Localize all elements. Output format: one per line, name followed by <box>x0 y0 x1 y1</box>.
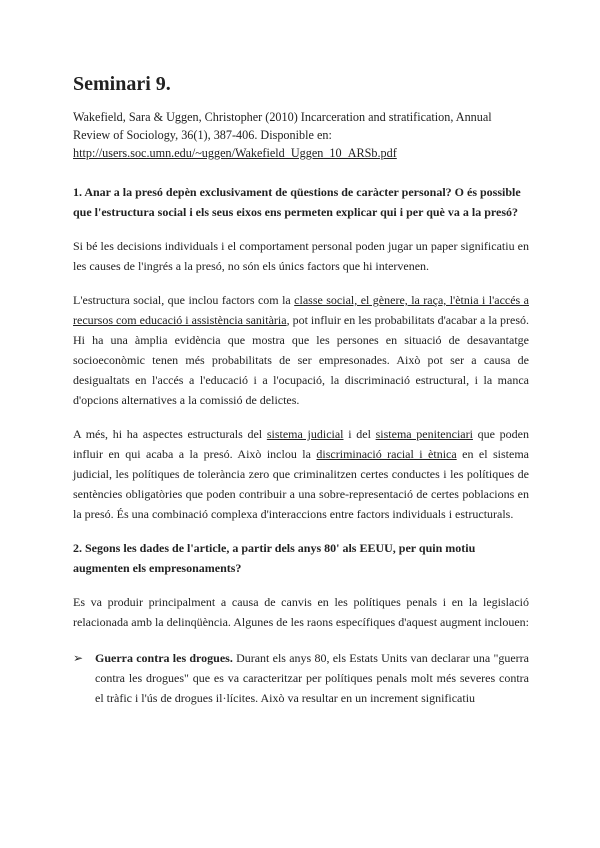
arrow-bullet-icon: ➢ <box>73 651 84 665</box>
bullet-title: Guerra contra les drogues. <box>95 651 233 665</box>
underlined-text: sistema penitenciari <box>375 427 473 441</box>
bullet-text: Durant els anys 80, els Estats Units van declarar una "guerra contra les drogues" que es va caracteritzar per polítiques penals molt més severes contra el tràfic i l'ús de drogues il·lícites. Això va resultar en un increment significatiu <box>95 651 529 705</box>
underlined-text: classe social, el gènere, la raça, l'ètnia i l'accés a recursos com educació i assistència sanitària <box>73 293 529 327</box>
answer-2-paragraph-1: Es va produir principalment a causa de canvis en les polítiques penals i en la legislació relacionada amb la delinqüència. Algunes de les raons específiques d'aquest augment inclouen: <box>73 595 530 629</box>
text-span: que poden influir en qui acaba a la presó. Això inclou la <box>73 427 530 461</box>
answer-1-paragraph-1: Si bé les decisions individuals i el comportament personal poden jugar un paper significatiu en les causes de l'ingrés a la presó, no són els únics factors que hi intervenen. <box>73 239 529 273</box>
reference-line-1: Wakefield, Sara & Uggen, Christopher (2010) Incarceration and stratification, Annual <box>73 110 492 124</box>
text-span: en el sistema judicial, les polítiques de tolerància zero que criminalitzen certes conductes i les polítiques de sentències obligatòries que poden contribuir a una sobre-representació de certes poblacions en la presó. És una combinació complexa d'interaccions entre factors individuals i estructurals. <box>73 447 530 521</box>
text-span: L'estructura social, que inclou factors com la <box>73 293 295 307</box>
text-span: , pot influir en les probabilitats d'acabar a la presó. Hi ha una àmplia evidència que mostra que les persones en situació de desavantatge socioeconòmic tenen més probabilitats de ser empresonades. Això pot ser a causa de desigualtats en l'accés a l'educació i a l'ocupació, la discriminació estructural, i la manca d'opcions alternatives a la comissió de delictes. <box>73 313 530 407</box>
bullet-item <box>73 648 529 708</box>
question-2: 2. Segons les dades de l'article, a partir dels anys 80' als EEUU, per quin motiu augmenten els empresonaments? <box>73 541 476 575</box>
answer-1-paragraph-3 <box>73 424 529 524</box>
reference-line-2: Review of Sociology, 36(1), 387-406. Disponible en: <box>73 128 332 142</box>
page-title: Seminari 9. <box>73 73 171 95</box>
answer-1-paragraph-2 <box>73 290 529 410</box>
underlined-text: discriminació racial i ètnica <box>316 447 457 461</box>
reference-link[interactable]: http://users.soc.umn.edu/~uggen/Wakefield_Uggen_10_ARSb.pdf <box>73 146 397 160</box>
reference <box>73 108 529 162</box>
question-1: 1. Anar a la presó depèn exclusivament de qüestions de caràcter personal? O és possible que l'estructura social i els seus eixos ens permeten explicar qui i per què va a la presó? <box>73 185 521 219</box>
text-span: A més, hi ha aspectes estructurals del <box>73 427 267 441</box>
text-span: i del <box>343 427 376 441</box>
underlined-text: sistema judicial <box>266 427 344 441</box>
document-content <box>73 72 529 708</box>
